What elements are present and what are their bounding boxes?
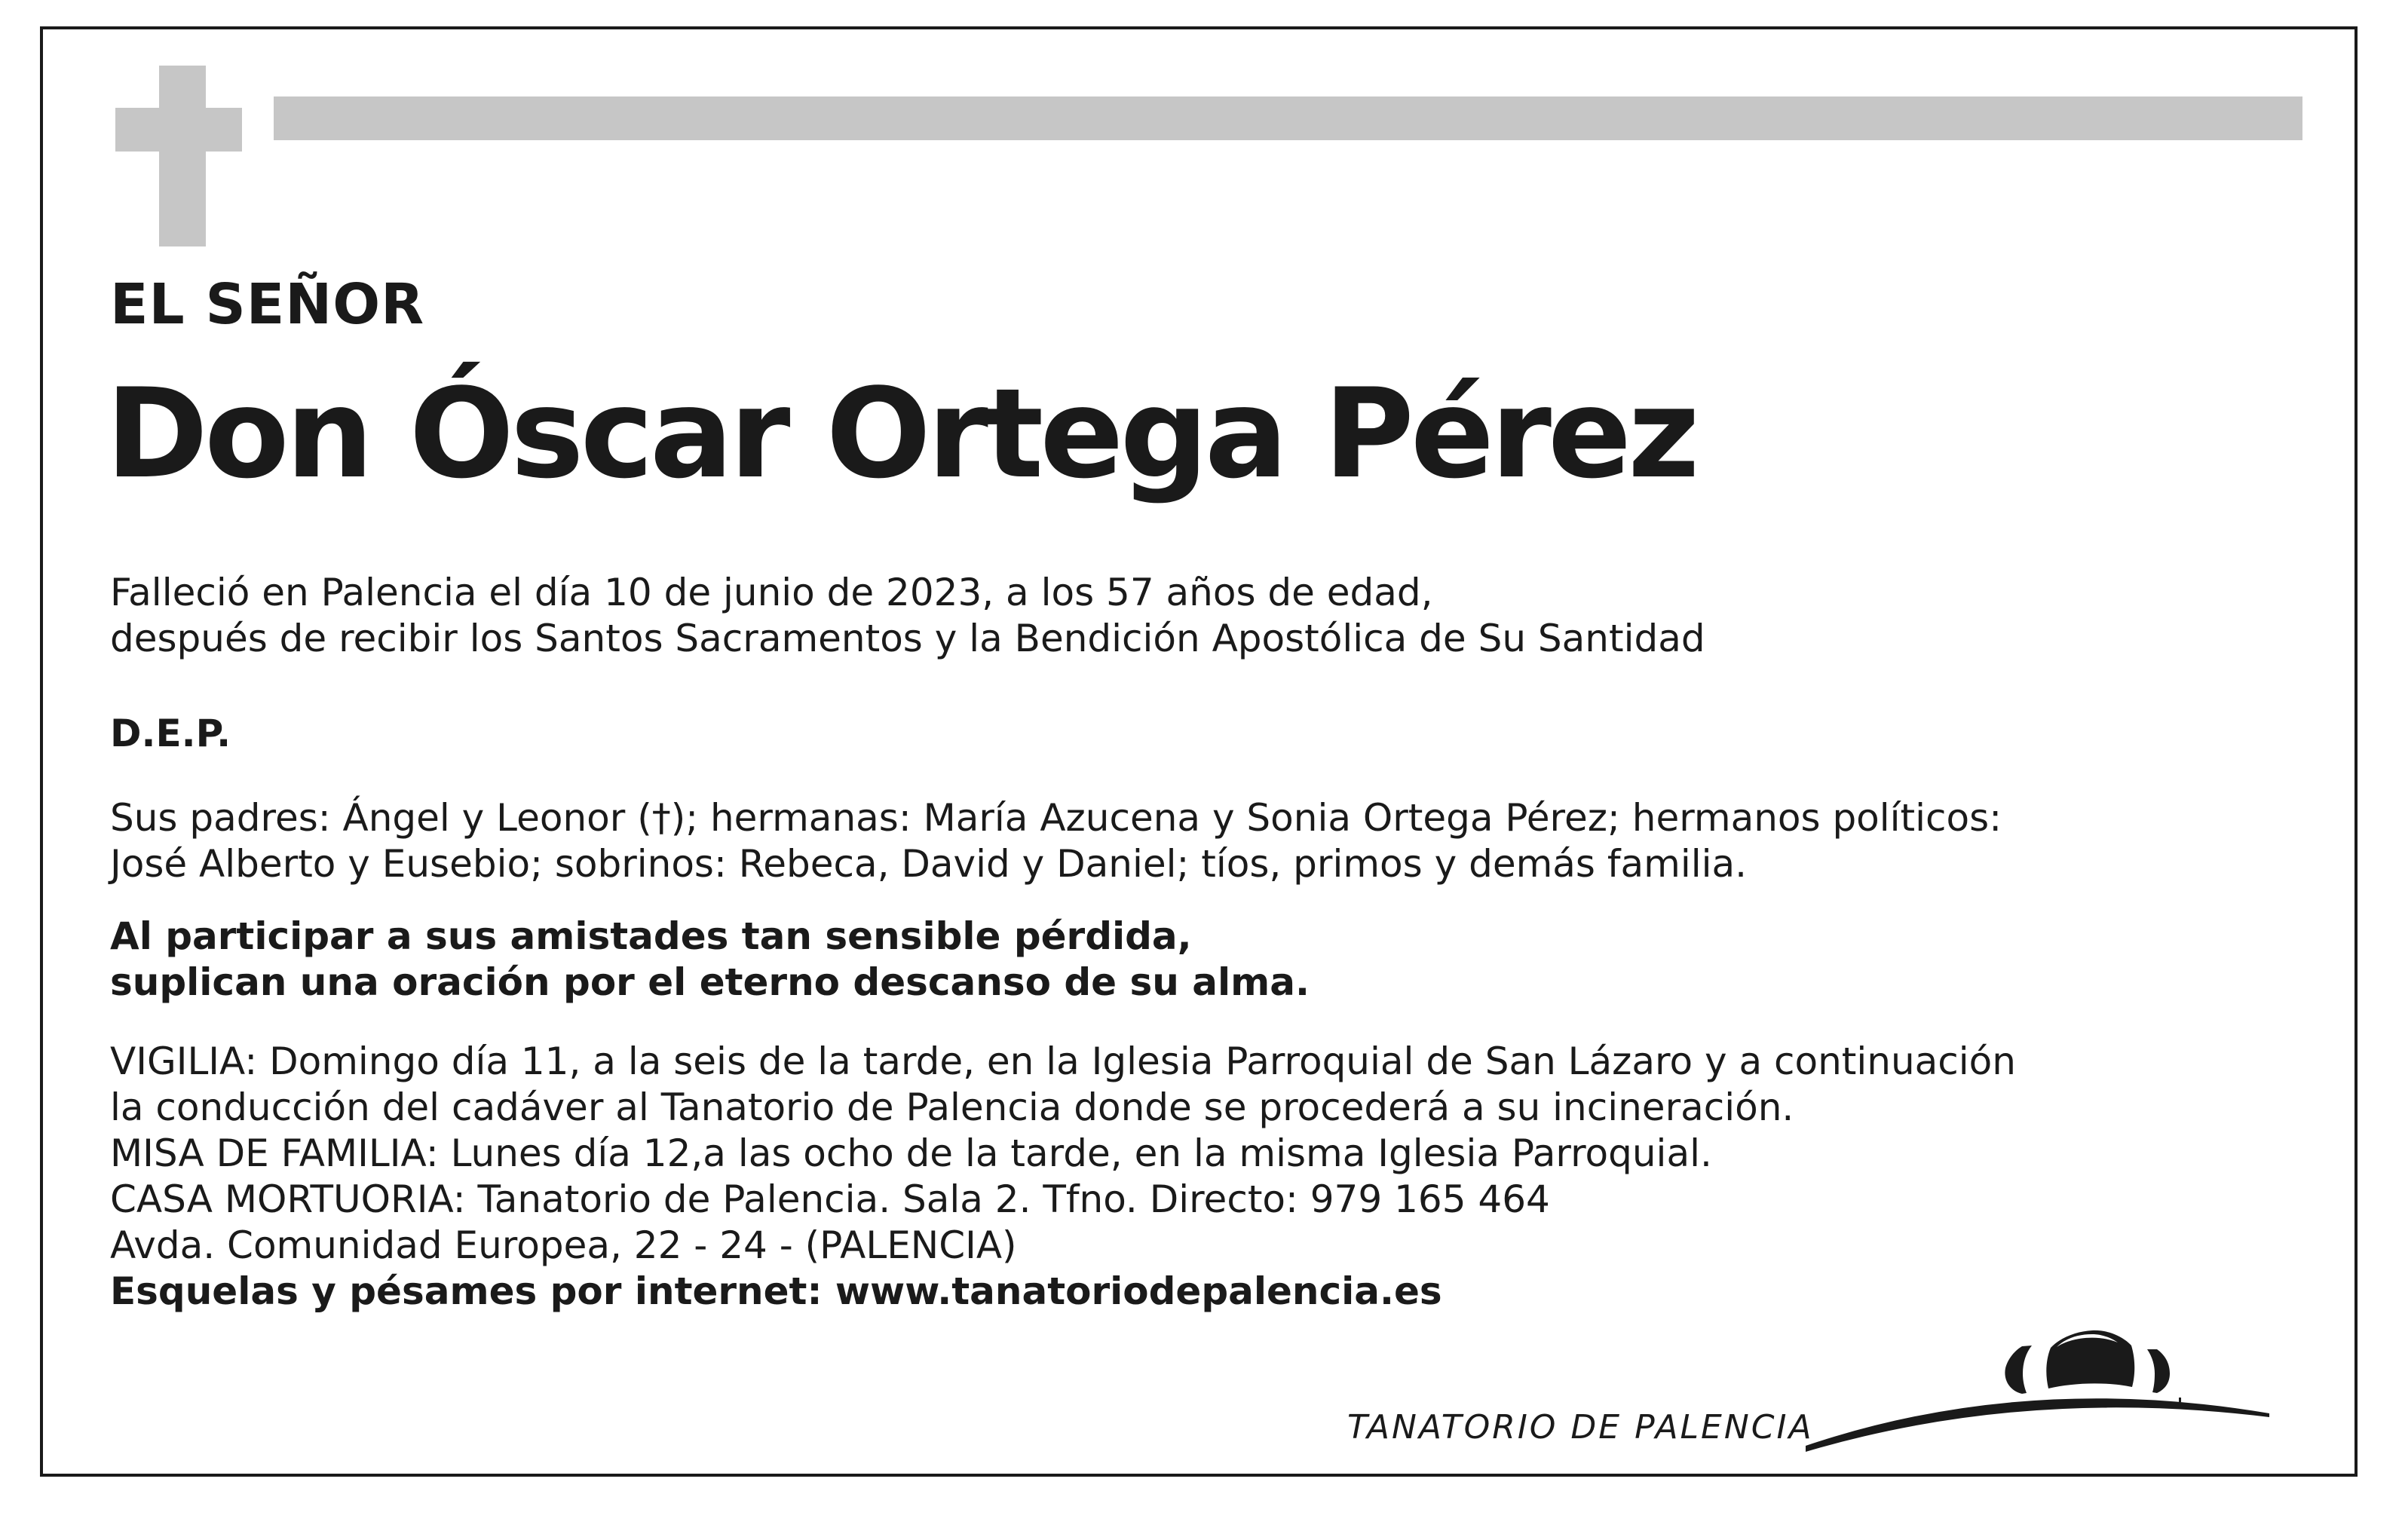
details-line: MISA DE FAMILIA: Lunes día 12,a las ocho de la tarde, en la misma Iglesia Parroquial. xyxy=(110,1131,1712,1175)
intro-line: después de recibir los Santos Sacramentos y la Bendición Apostólica de Su Santidad xyxy=(110,617,1705,660)
family-line: Sus padres: Ángel y Leonor (†); hermanas: María Azucena y Sonia Ortega Pérez; hermanos políticos: xyxy=(110,796,2002,840)
notice-heading: EL SEÑOR xyxy=(110,272,425,337)
internet-line: Esquelas y pésames por internet: www.tanatoriodepalencia.es xyxy=(110,1269,1442,1313)
family-line: José Alberto y Eusebio; sobrinos: Rebeca, David y Daniel; tíos, primos y demás familia. xyxy=(110,842,1748,886)
intro-line: Falleció en Palencia el día 10 de junio de 2023, a los 57 años de edad, xyxy=(110,571,1433,614)
details-line: CASA MORTUORIA: Tanatorio de Palencia. Sala 2. Tfno. Directo: 979 165 464 xyxy=(110,1177,1550,1221)
cross-icon-vertical xyxy=(159,66,206,246)
details-line: Avda. Comunidad Europea, 22 - 24 - (PALENCIA) xyxy=(110,1223,1017,1267)
thanks-text xyxy=(110,914,1310,1006)
details-line: VIGILIA: Domingo día 11, a la seis de la tarde, en la Iglesia Parroquial de San Lázaro y a continuación xyxy=(110,1039,2016,1083)
brand-name: TANATORIO DE PALENCIA xyxy=(1347,1408,1814,1447)
thanks-line: Al participar a sus amistades tan sensible pérdida, xyxy=(110,914,1192,958)
intro-text xyxy=(110,570,1705,662)
details-line: la conducción del cadáver al Tanatorio de Palencia donde se procederá a su incineración. xyxy=(110,1085,1794,1129)
thanks-line: suplican una oración por el eterno descanso de su alma. xyxy=(110,960,1310,1004)
tanatorio-dome-logo-icon xyxy=(1806,1304,2281,1455)
header-bar xyxy=(274,96,2302,140)
deceased-name: Don Óscar Ortega Pérez xyxy=(106,362,1696,506)
family-text xyxy=(110,795,2002,887)
dep-text: D.E.P. xyxy=(110,712,231,755)
cross-icon-horizontal xyxy=(115,108,242,152)
details-text xyxy=(110,1039,2016,1315)
